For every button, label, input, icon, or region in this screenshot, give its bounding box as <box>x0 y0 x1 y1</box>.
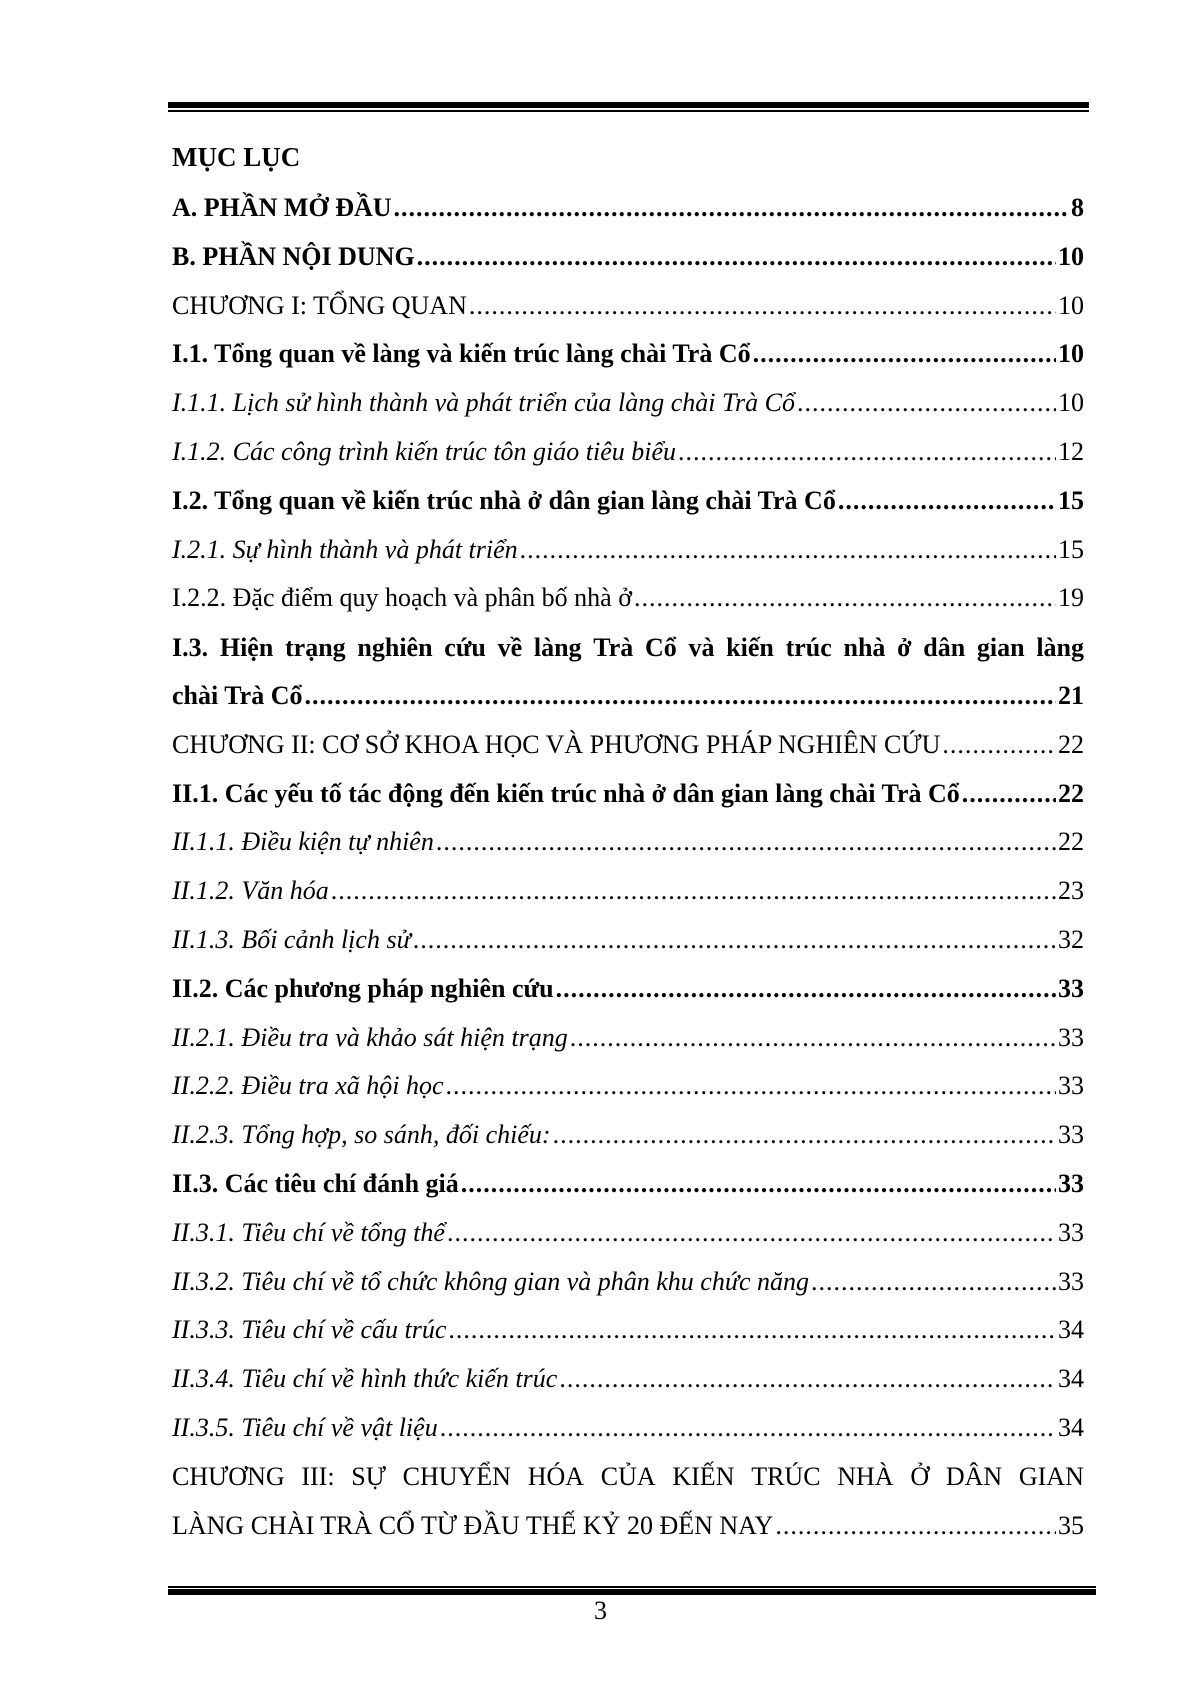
toc-entry-text: I.2.2. Đặc điểm quy hoạch và phân bố nhà ở <box>172 583 632 613</box>
toc-entry-page: 34 <box>1058 1412 1084 1442</box>
toc-entry-text: I.1.1. Lịch sử hình thành và phát triển của làng chài Trà Cổ <box>172 388 796 418</box>
toc-entry-page: 22 <box>1058 778 1084 808</box>
toc-entry[interactable] <box>172 282 1084 331</box>
toc-entry[interactable] <box>172 1258 1084 1307</box>
toc-entry-page: 10 <box>1058 388 1084 418</box>
toc-entry[interactable] <box>172 1062 1084 1111</box>
dot-leader <box>556 965 1056 1014</box>
toc-entry-page: 33 <box>1058 1266 1084 1296</box>
toc-entry-page: 33 <box>1058 1168 1084 1198</box>
dot-leader <box>304 672 1056 721</box>
toc-entry[interactable] <box>172 379 1084 428</box>
toc-entry-page: 34 <box>1058 1315 1084 1345</box>
toc-entry[interactable] <box>172 1502 1084 1551</box>
toc-entry-page: 15 <box>1058 534 1084 564</box>
header-rule-thin <box>168 110 1089 112</box>
toc-entry[interactable] <box>172 1404 1084 1453</box>
wrapped-word: CHUYỂN <box>402 1462 511 1492</box>
toc-entry-page: 10 <box>1058 241 1084 271</box>
wrapped-word: Cổ <box>644 632 677 662</box>
wrapped-word: trúc <box>785 632 832 662</box>
toc-entry-page: 33 <box>1058 1071 1084 1101</box>
toc-entry[interactable] <box>172 1014 1084 1063</box>
toc-entry[interactable] <box>172 428 1084 477</box>
wrapped-word: gian <box>976 632 1025 662</box>
page-number: 3 <box>594 1596 607 1625</box>
toc-entry-page: 10 <box>1058 290 1084 320</box>
dot-leader <box>678 428 1056 477</box>
toc-entry[interactable] <box>172 1209 1084 1258</box>
toc-entry[interactable] <box>172 916 1084 965</box>
wrapped-word: về <box>497 632 523 662</box>
dot-leader <box>775 1502 1056 1551</box>
wrapped-word: Trà <box>593 632 634 662</box>
toc-entry-page: 34 <box>1058 1364 1084 1394</box>
dot-leader <box>440 1404 1056 1453</box>
toc-entry-text: II.3.4. Tiêu chí về hình thức kiến trúc <box>172 1364 558 1394</box>
wrapped-word: III: <box>301 1462 335 1492</box>
wrapped-word: và <box>688 632 715 662</box>
wrapped-word: CỦA <box>600 1462 656 1492</box>
toc-entry-page: 15 <box>1058 485 1084 515</box>
wrapped-word: Ở <box>910 1462 930 1492</box>
wrapped-word: HÓA <box>527 1462 585 1492</box>
toc-entry[interactable] <box>172 1160 1084 1209</box>
toc-entry-text: II.2.2. Điều tra xã hội học <box>172 1071 444 1101</box>
dot-leader <box>553 1111 1056 1160</box>
wrapped-word: CHƯƠNG <box>172 1462 285 1492</box>
toc-entry[interactable] <box>172 1355 1084 1404</box>
wrapped-word: TRÚC <box>751 1462 821 1492</box>
toc-entry-text: LÀNG CHÀI TRÀ CỔ TỪ ĐẦU THẾ KỶ 20 ĐẾN NAY <box>172 1510 774 1540</box>
wrapped-word: làng <box>1036 632 1084 662</box>
toc-entry[interactable] <box>172 233 1084 282</box>
toc-entry-wrapped-line[interactable] <box>172 623 1084 672</box>
dot-leader <box>811 1258 1056 1307</box>
toc-entry-text: CHƯƠNG I: TỔNG QUAN <box>172 290 467 320</box>
toc-entry[interactable] <box>172 721 1084 770</box>
toc-entry-page: 33 <box>1058 1022 1084 1052</box>
toc-entry-wrapped-line[interactable] <box>172 1453 1084 1502</box>
toc-entry[interactable] <box>172 1306 1084 1355</box>
dot-leader <box>413 916 1056 965</box>
toc-entry-page: 33 <box>1058 1217 1084 1247</box>
toc-entry[interactable] <box>172 965 1084 1014</box>
toc-entry[interactable] <box>172 184 1084 233</box>
toc-entry-text: II.2.1. Điều tra và khảo sát hiện trạng <box>172 1022 568 1052</box>
dot-leader <box>559 1355 1056 1404</box>
toc-entry-page: 32 <box>1058 924 1084 954</box>
toc-entry[interactable] <box>172 770 1084 819</box>
wrapped-word: NHÀ <box>837 1462 894 1492</box>
dot-leader <box>331 867 1056 916</box>
toc-entry-page: 22 <box>1058 827 1084 857</box>
toc-entry-text: I.1.2. Các công trình kiến trúc tôn giáo tiêu biểu <box>172 436 677 466</box>
wrapped-word: kiến <box>726 632 774 662</box>
toc-entry-page: 21 <box>1058 680 1084 710</box>
toc-entry[interactable] <box>172 330 1084 379</box>
toc-entry-page: 33 <box>1058 973 1084 1003</box>
toc-entry-text: II.3.3. Tiêu chí về cấu trúc <box>172 1315 447 1345</box>
toc-entry-text: I.2.1. Sự hình thành và phát triển <box>172 534 518 564</box>
wrapped-word: cứu <box>444 632 486 662</box>
wrapped-word: I.3. <box>172 632 209 662</box>
dot-leader <box>942 721 1056 770</box>
dot-leader <box>447 1209 1056 1258</box>
toc-entry-page: 19 <box>1058 583 1084 613</box>
toc-entry-text: I.2. Tổng quan về kiến trúc nhà ở dân gian làng chài Trà Cổ <box>172 485 836 515</box>
toc-heading: MỤC LỤC <box>172 142 301 172</box>
dot-leader <box>436 818 1056 867</box>
toc-entry-page: 22 <box>1058 729 1084 759</box>
wrapped-word: làng <box>533 632 582 662</box>
dot-leader <box>461 1160 1056 1209</box>
wrapped-word: nhà <box>843 632 886 662</box>
toc-entry-text: II.3.1. Tiêu chí về tổng thể <box>172 1217 445 1247</box>
toc-entry-text: I.1. Tổng quan về làng và kiến trúc làng chài Trà Cổ <box>172 339 751 369</box>
dot-leader <box>417 233 1056 282</box>
toc-entry-text: II.2. Các phương pháp nghiên cứu <box>172 973 554 1003</box>
toc-entry-text: II.3. Các tiêu chí đánh giá <box>172 1168 459 1198</box>
footer-rule-thick <box>168 1589 1096 1595</box>
dot-leader <box>469 282 1056 331</box>
toc-entry-text: II.1. Các yếu tố tác động đến kiến trúc nhà ở dân gian làng chài Trà Cổ <box>172 778 960 808</box>
toc-entry-text: chài Trà Cổ <box>172 680 303 710</box>
toc-entry-text: B. PHẦN NỘI DUNG <box>172 241 415 271</box>
dot-leader <box>520 526 1056 575</box>
toc-entry-text: II.1.3. Bối cảnh lịch sử <box>172 924 411 954</box>
wrapped-word: Hiện <box>219 632 274 662</box>
dot-leader <box>753 330 1056 379</box>
toc-entry-text: II.1.2. Văn hóa <box>172 876 329 906</box>
toc-entry[interactable] <box>172 672 1084 721</box>
toc-entry-page: 33 <box>1058 1120 1084 1150</box>
wrapped-word: GIAN <box>1018 1462 1084 1492</box>
dot-leader <box>394 184 1069 233</box>
toc-entry-page: 35 <box>1058 1510 1084 1540</box>
wrapped-word: SỰ <box>351 1462 386 1492</box>
dot-leader <box>838 477 1056 526</box>
toc-entry-page: 23 <box>1058 876 1084 906</box>
toc-entry[interactable] <box>172 574 1084 623</box>
toc-entry[interactable] <box>172 526 1084 575</box>
toc-entry-page: 10 <box>1058 339 1084 369</box>
toc-entry-page: 8 <box>1071 193 1084 222</box>
footer-rule-thin <box>168 1586 1096 1588</box>
wrapped-word: DÂN <box>945 1462 1003 1492</box>
dot-leader <box>570 1014 1056 1063</box>
dot-leader <box>446 1062 1056 1111</box>
toc-entry-text: II.2.3. Tổng hợp, so sánh, đối chiếu: <box>172 1120 551 1150</box>
toc-entry-text: II.3.2. Tiêu chí về tổ chức không gian và phân khu chức năng <box>172 1266 810 1296</box>
header-rule-thick <box>168 102 1089 108</box>
toc-entry-text: A. PHẦN MỞ ĐẦU <box>172 193 392 222</box>
wrapped-word: ở <box>897 632 912 662</box>
dot-leader <box>962 770 1056 819</box>
toc-entry-text: CHƯƠNG II: CƠ SỞ KHOA HỌC VÀ PHƯƠNG PHÁP NGHIÊN CỨU <box>172 729 941 759</box>
toc-entry-text: II.1.1. Điều kiện tự nhiên <box>172 827 434 857</box>
toc-entry[interactable] <box>172 867 1084 916</box>
dot-leader <box>634 574 1056 623</box>
toc-entry[interactable] <box>172 818 1084 867</box>
wrapped-word: dân <box>923 632 966 662</box>
toc-entry[interactable] <box>172 477 1084 526</box>
toc-entry-page: 12 <box>1058 436 1084 466</box>
wrapped-word: nghiên <box>357 632 433 662</box>
wrapped-word: trạng <box>285 632 346 662</box>
dot-leader <box>797 379 1056 428</box>
wrapped-word: KIẾN <box>672 1462 735 1492</box>
table-of-contents <box>172 184 1084 1550</box>
dot-leader <box>448 1306 1056 1355</box>
toc-entry-text: II.3.5. Tiêu chí về vật liệu <box>172 1412 438 1442</box>
toc-entry[interactable] <box>172 1111 1084 1160</box>
